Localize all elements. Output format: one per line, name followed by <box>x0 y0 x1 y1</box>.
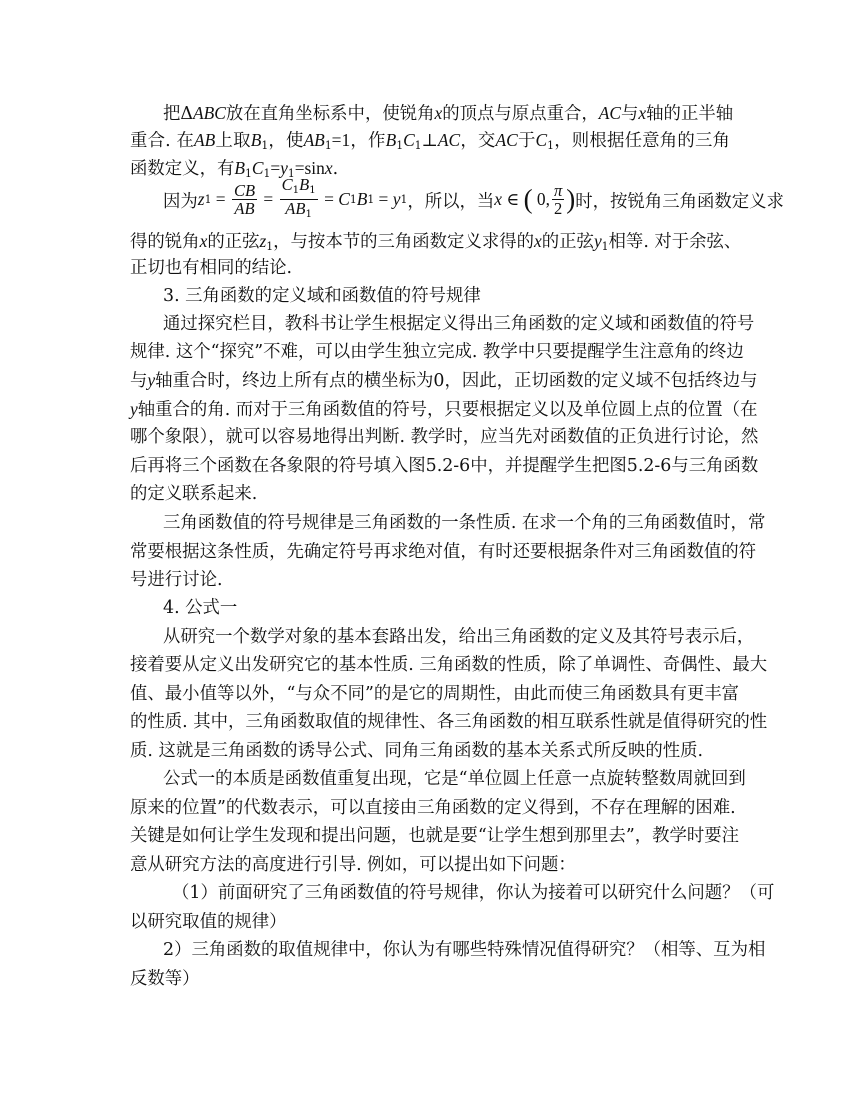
formula-line <box>163 174 784 224</box>
text-because: 因为 <box>163 191 198 212</box>
interval-expression: x ∈ ( 0, $\frac{\pi}{2}$ ) <box>494 180 576 218</box>
text-line: 的性质. 其中，三角函数取值的规律性、各三角函数的相互联系性就是值得研究的性 <box>130 712 768 732</box>
equation-z1: z 1 = $\frac{CB}{AB}$ = $\frac{C_1B_1}{AB_1}$ = C 1 B 1 = y 1 <box>197 174 408 220</box>
text-line: 重合. 在AB上取$B_1$，使$AB_1=1$，作$B_1C_1\perp AC$，交AC于$C_1$，则根据任意角的三角 <box>130 130 730 153</box>
text-so-when: ，所以，当 <box>407 191 495 212</box>
text-line: 规律. 这个“探究”不难，可以由学生独立完成. 教学中只要提醒学生注意角的终边 <box>130 342 744 362</box>
text-line: 函数定义，有$B_1C_1=y_1=\sin x$. <box>130 158 339 181</box>
text-line: 正切也有相同的结论. <box>130 258 293 278</box>
text-line: 关键是如何让学生发现和提出问题，也就是要“让学生想到那里去”，教学时要注 <box>130 826 740 846</box>
text-line: 后再将三个函数在各象限的符号填入图5.2-6中，并提醒学生把图5.2-6与三角函数 <box>130 456 759 476</box>
text-line: 把ΔABC放在直角坐标系中，使锐角x的顶点与原点重合，AC与x轴的正半轴 <box>163 103 734 124</box>
text-then: 时，按锐角三角函数定义求 <box>575 191 784 212</box>
text-line: 意从研究方法的高度进行引导. 例如，可以提出如下问题： <box>130 855 576 875</box>
text-line: 的定义联系起来. <box>130 484 258 504</box>
text-line: 从研究一个数学对象的基本套路出发，给出三角函数的定义及其符号表示后， <box>163 627 755 647</box>
text-line: 值、最小值等以外，“与众不同”的是它的周期性，由此而使三角函数具有更丰富 <box>130 684 740 704</box>
text-line: 质. 这就是三角函数的诱导公式、同角三角函数的基本关系式所反映的性质. <box>130 741 704 761</box>
text-line: 得的锐角x的正弦$z_1$，与按本节的三角函数定义求得的x的正弦$y_1$相等. 对于余弦、 <box>130 231 742 254</box>
text-line: 与y轴重合时，终边上所有点的横坐标为0，因此，正切函数的定义域不包括终边与 <box>130 370 758 391</box>
text-line: 三角函数值的符号规律是三角函数的一条性质. 在求一个角的三角函数值时，常 <box>163 513 766 533</box>
question-2-line: 反数等） <box>130 969 200 989</box>
text-line: 常要根据这条性质，先确定符号再求绝对值，有时还要根据条件对三角函数值的符 <box>130 542 757 562</box>
text-line: 原来的位置”的代数表示，可以直接由三角函数的定义得到，不存在理解的困难. <box>130 798 736 818</box>
section-heading-4: 4. 公式一 <box>163 598 238 618</box>
text-line: 接着要从定义出发研究它的基本性质. 三角函数的性质，除了单调性、奇偶性、最大 <box>130 655 768 675</box>
question-1-line: 以研究取值的规律） <box>130 912 287 932</box>
question-1-line: （1）前面研究了三角函数值的符号规律，你认为接着可以研究什么问题？（可 <box>172 883 775 903</box>
section-heading-3: 3. 三角函数的定义域和函数值的符号规律 <box>163 286 481 306</box>
text-line: 公式一的本质是函数值重复出现，它是“单位圆上任意一点旋转整数周就回到 <box>163 769 746 789</box>
text-line: y轴重合的角. 而对于三角函数值的符号，只要根据定义以及单位圆上点的位置（在 <box>130 399 758 420</box>
text-line: 号进行讨论. <box>130 570 223 590</box>
text-line: 通过探究栏目，教科书让学生根据定义得出三角函数的定义域和函数值的符号 <box>163 314 755 334</box>
question-2-line: 2）三角函数的取值规律中，你认为有哪些特殊情况值得研究？（相等、互为相 <box>163 940 766 960</box>
text-line: 哪个象限），就可以容易地得出判断. 教学时，应当先对函数值的正负进行讨论，然 <box>130 427 759 447</box>
